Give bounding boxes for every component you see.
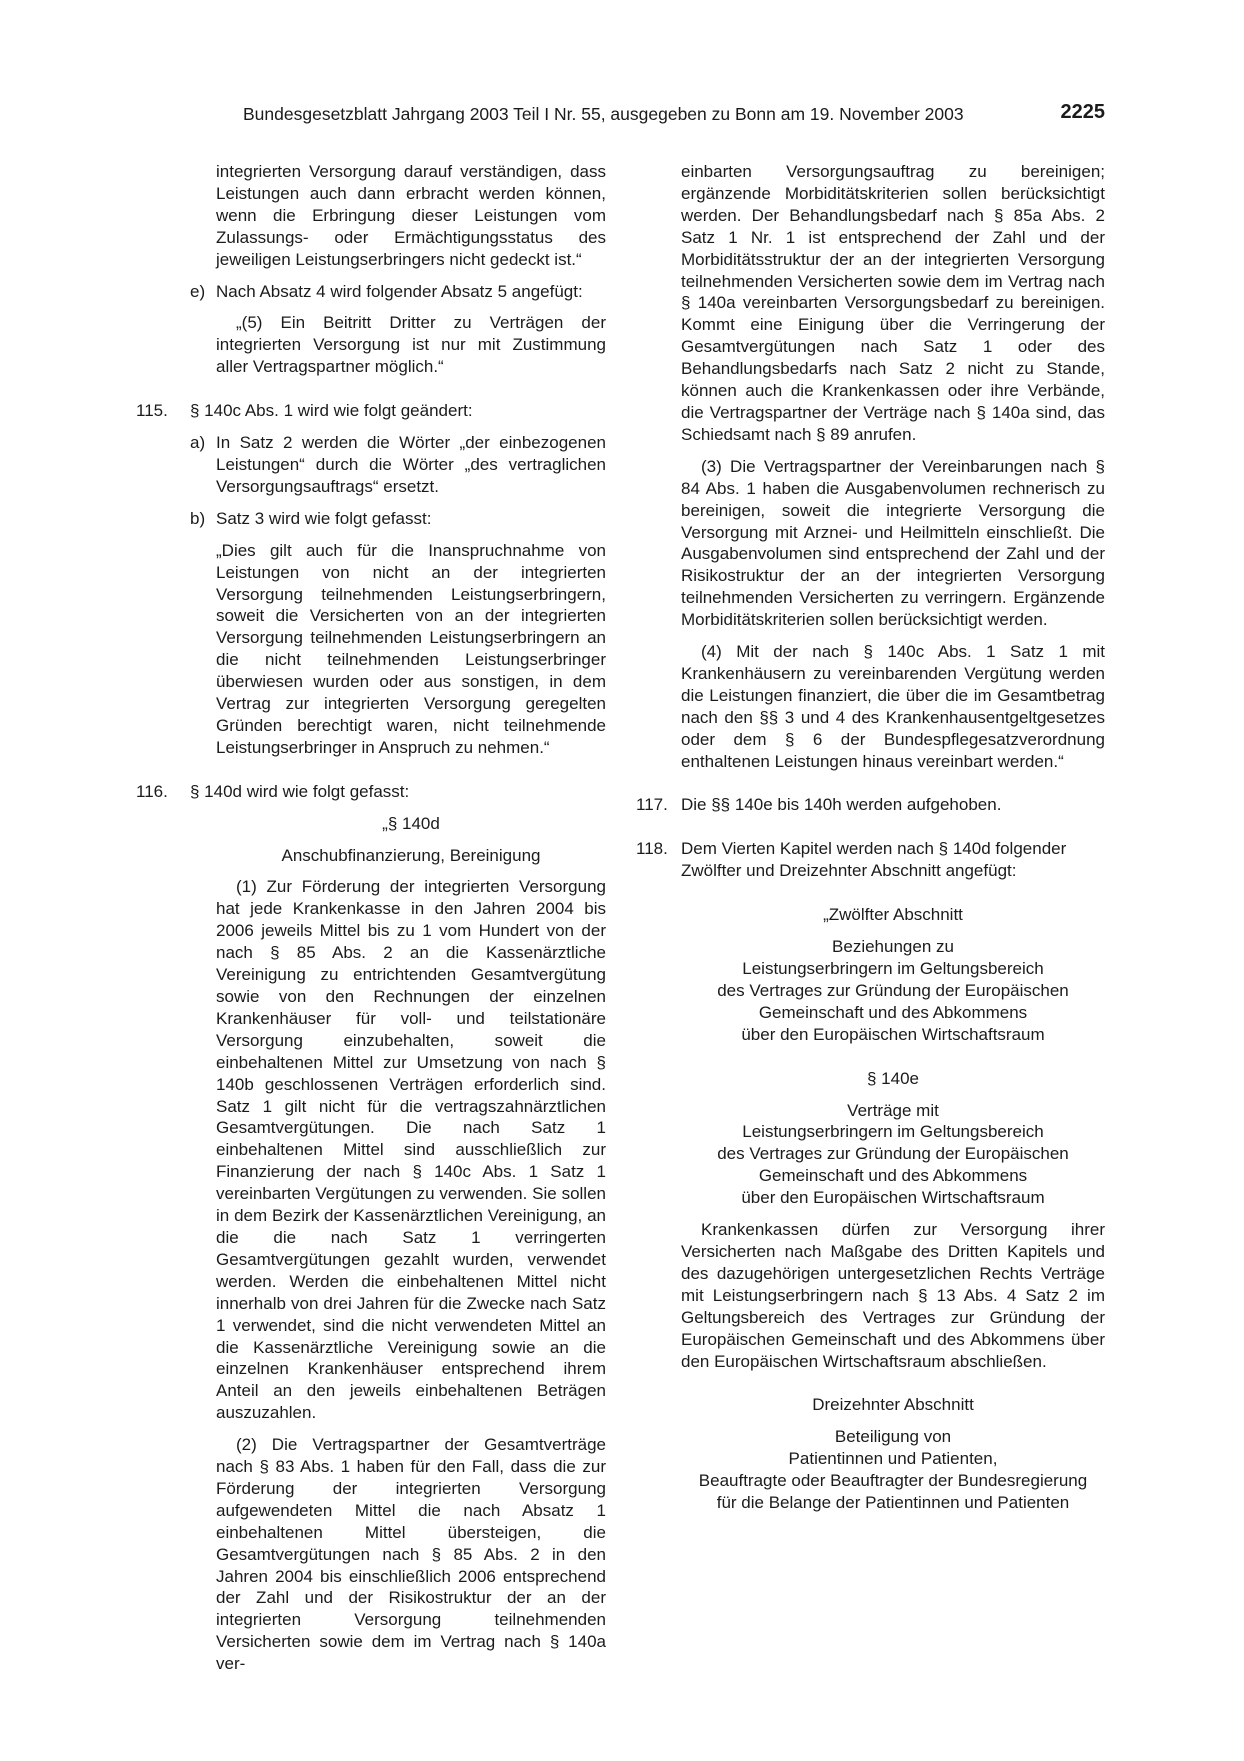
item-b [136,508,606,530]
section-140d-title: Anschubfinanzierung, Bereinigung [281,845,541,865]
section-140e-title [636,1100,1105,1210]
item-e-label: e) [190,281,206,301]
item-118-number: 118. [636,839,668,859]
section-12-title-line: über den Europäischen Wirtschaftsraum [741,1024,1045,1044]
header-title: Bundesgesetzblatt Jahrgang 2003 Teil I Nr. 55, ausgegeben zu Bonn am 19. November 2003 [243,104,964,124]
section-12-title-line: des Vertrages zur Gründung der Europäischen [717,980,1069,1000]
item-115 [136,400,606,422]
item-a [136,432,606,498]
item-116 [136,781,606,803]
item-118-text: Dem Vierten Kapitel werden nach § 140d folgender Zwölfter und Dreizehnter Abschnitt angefügt: [681,839,1067,881]
page-header [243,101,1105,128]
abs2-continued: einbarten Versorgungsauftrag zu bereinigen; ergänzende Morbiditätskriterien sollen berücksichtigt werden. Der Behandlungsbedarf nach § 85a Abs. 2 Satz 1 Nr. 1 ist entsprechend der Zahl und der Morbiditätsstruktur der an der integrierten Versorgung teilnehmenden Versicherten sowie dem im Vertrag nach § 140a vereinbarten Versorgungsbedarf zu bereinigen. Kommt eine Einigung über die Verringerung der Gesamtvergütungen nach Satz 1 oder des Behandlungsbedarfs nach Satz 2 nicht zu Stande, können auch die Krankenkassen oder ihre Verbände, die Vertragspartner der Verträge nach § 140a sind, das Schiedsamt nach § 89 anrufen. [681,162,1105,444]
item-117 [636,794,1105,816]
section-13-heading: Dreizehnter Abschnitt [812,1395,974,1415]
item-e [136,281,606,303]
section-140e-title-line: Leistungserbringern im Geltungsbereich [742,1122,1044,1142]
section-12-title [636,936,1105,1046]
section-13-title-line: Beauftragte oder Beauftragter der Bundesregierung [698,1471,1088,1491]
section-13-title-line: für die Belange der Patientinnen und Patienten [716,1493,1070,1513]
section-12-heading: „Zwölfter Abschnitt [823,905,963,925]
left-column [136,161,606,1675]
section-140d-heading: „§ 140d [382,813,440,833]
section-140d-abs3: (3) Die Vertragspartner der Vereinbarungen nach § 84 Abs. 1 haben die Ausgabenvolumen rechnerisch zu bereinigen, soweit die integrierte Versorgung die Versorgung mit Arznei- und Heilmitteln einschließt. Die Ausgabenvolumen sind entsprechend der Zahl und der Risikostruktur der an der integrierten Versorgung teilnehmenden Versicherten zu verringern. Ergänzende Morbiditätskriterien sollen berücksichtigt werden. [681,456,1105,630]
section-12-title-line: Gemeinschaft und des Abkommens [758,1002,1028,1022]
section-140e-title-line: des Vertrages zur Gründung der Europäischen [717,1144,1069,1164]
section-13-title-line: Beteiligung von [834,1427,952,1447]
item-118 [636,838,1105,882]
section-12-title-line: Leistungserbringern im Geltungsbereich [742,959,1044,978]
right-column [636,161,1105,1514]
item-117-text: Die §§ 140e bis 140h werden aufgehoben. [681,795,1002,815]
item-e-text: Nach Absatz 4 wird folgender Absatz 5 angefügt: [216,281,583,301]
section-140e-title-line: Gemeinschaft und des Abkommens [758,1166,1028,1186]
item-115-text: § 140c Abs. 1 wird wie folgt geändert: [190,401,473,421]
item-e-quote: „(5) Ein Beitritt Dritter zu Verträgen der integrierten Versorgung ist nur mit Zustimmung aller Vertragspartner möglich.“ [216,313,606,377]
section-140e-text: Krankenkassen dürfen zur Versorgung ihrer Versicherten nach Maßgabe des Dritten Kapitels und des dazugehörigen untergesetzlichen Rechts Verträge mit Leistungserbringern nach § 13 Abs. 4 Satz 2 im Geltungsbereich des Vertrages zur Gründung der Europäischen Gemeinschaft und des Abkommens über den Europäischen Wirtschaftsraum abschließen. [681,1220,1105,1371]
item-117-number: 117. [636,795,668,815]
section-140d-abs2: (2) Die Vertragspartner der Gesamtverträge nach § 83 Abs. 1 haben für den Fall, dass die zur Förderung der integrierten Versorgung aufgewendeten Mittel die nach Absatz 1 einbehaltenen Mittel übersteigen, die Gesamtvergütungen nach § 85 Abs. 2 in den Jahren 2004 bis einschließlich 2006 entsprechend der Zahl und der Risikostruktur der an der integrierten Versorgung teilnehmenden Versicherten sowie dem im Vertrag nach § 140a ver- [216,1435,606,1674]
item-116-number: 116. [136,781,168,801]
intro-paragraph: integrierten Versorgung darauf verständigen, dass Leistungen auch dann erbracht werden können, wenn die Erbringung dieser Leistungen vom Zulassungs- oder Ermächtigungsstatus des jeweiligen Leistungserbringers nicht gedeckt ist.“ [216,162,606,269]
item-b-label: b) [190,508,206,528]
section-140e-title-line: über den Europäischen Wirtschaftsraum [741,1188,1045,1208]
item-a-label: a) [190,433,206,453]
item-b-quote: „Dies gilt auch für die Inanspruchnahme von Leistungen von nicht an der integrierten Versorgung teilnehmenden Leistungserbringern, soweit die Versicherten von an der integrierten Versorgung teilnehmenden Leistungserbringern an die nicht teilnehmenden Leistungserbringer überwiesen wurden oder aus sonstigen, in dem Vertrag zur integrierten Versorgung geregelten Gründen berechtigt waren, nicht teilnehmende Leistungserbringer in Anspruch zu nehmen.“ [216,540,606,757]
item-116-text: § 140d wird wie folgt gefasst: [190,781,410,801]
section-140e-heading: § 140e [867,1068,919,1088]
page-number: 2225 [1060,101,1105,123]
item-b-text: Satz 3 wird wie folgt gefasst: [216,508,432,528]
item-a-text: In Satz 2 werden die Wörter „der einbezogenen Leistungen“ durch die Wörter „des vertraglichen Versorgungsauftrags“ ersetzt. [216,433,606,496]
section-13-title-line: Patientinnen und Patienten, [788,1449,998,1469]
section-12-title-line: Beziehungen zu [832,937,954,957]
item-115-number: 115. [136,401,168,421]
section-140d-abs1: (1) Zur Förderung der integrierten Versorgung hat jede Krankenkasse in den Jahren 2004 bis 2006 jeweils Mittel bis zu 1 vom Hundert von der nach § 85 Abs. 2 an die Kassenärztliche Vereinigung zu entrichtenden Gesamtvergütung sowie von den Rechnungen der einzelnen Krankenhäuser für voll- und teilstationäre Versorgung einzubehalten, soweit die einbehaltenen Mittel zur Umsetzung von nach § 140b geschlossenen Verträgen erforderlich sind. Satz 1 gilt nicht für die vertragszahnärztlichen Gesamtvergütungen. Die nach Satz 1 einbehaltenen Mittel sind ausschließlich zur Finanzierung der nach § 140c Abs. 1 Satz 1 vereinbarten Vergütungen zu verwenden. Sie sollen in dem Bezirk der Kassenärztlichen Vereinigung, an die die nach Satz 1 verringerten Gesamtvergütungen gezahlt wurden, verwendet werden. Werden die einbehaltenen Mittel nicht innerhalb von drei Jahren für die Zwecke nach Satz 1 verwendet, sind die nicht verwendeten Mittel an die Kassenärztliche Vereinigung sowie an die einzelnen Krankenhäuser entsprechend ihrem Anteil an den jeweils einbehaltenen Beträgen auszuzahlen. [216,877,606,1423]
section-140d-abs4: (4) Mit der nach § 140c Abs. 1 Satz 1 mit Krankenhäusern zu vereinbarenden Vergütung werden die Leistungen finanziert, die über die im Gesamtbetrag nach den §§ 3 und 4 des Krankenhausentgeltgesetzes oder dem § 6 der Bundespflegesatzverordnung enthaltenen Leistungen hinaus vereinbart werden.“ [681,642,1105,771]
section-13-title [636,1426,1105,1514]
section-140e-title-line: Verträge mit [847,1100,939,1120]
